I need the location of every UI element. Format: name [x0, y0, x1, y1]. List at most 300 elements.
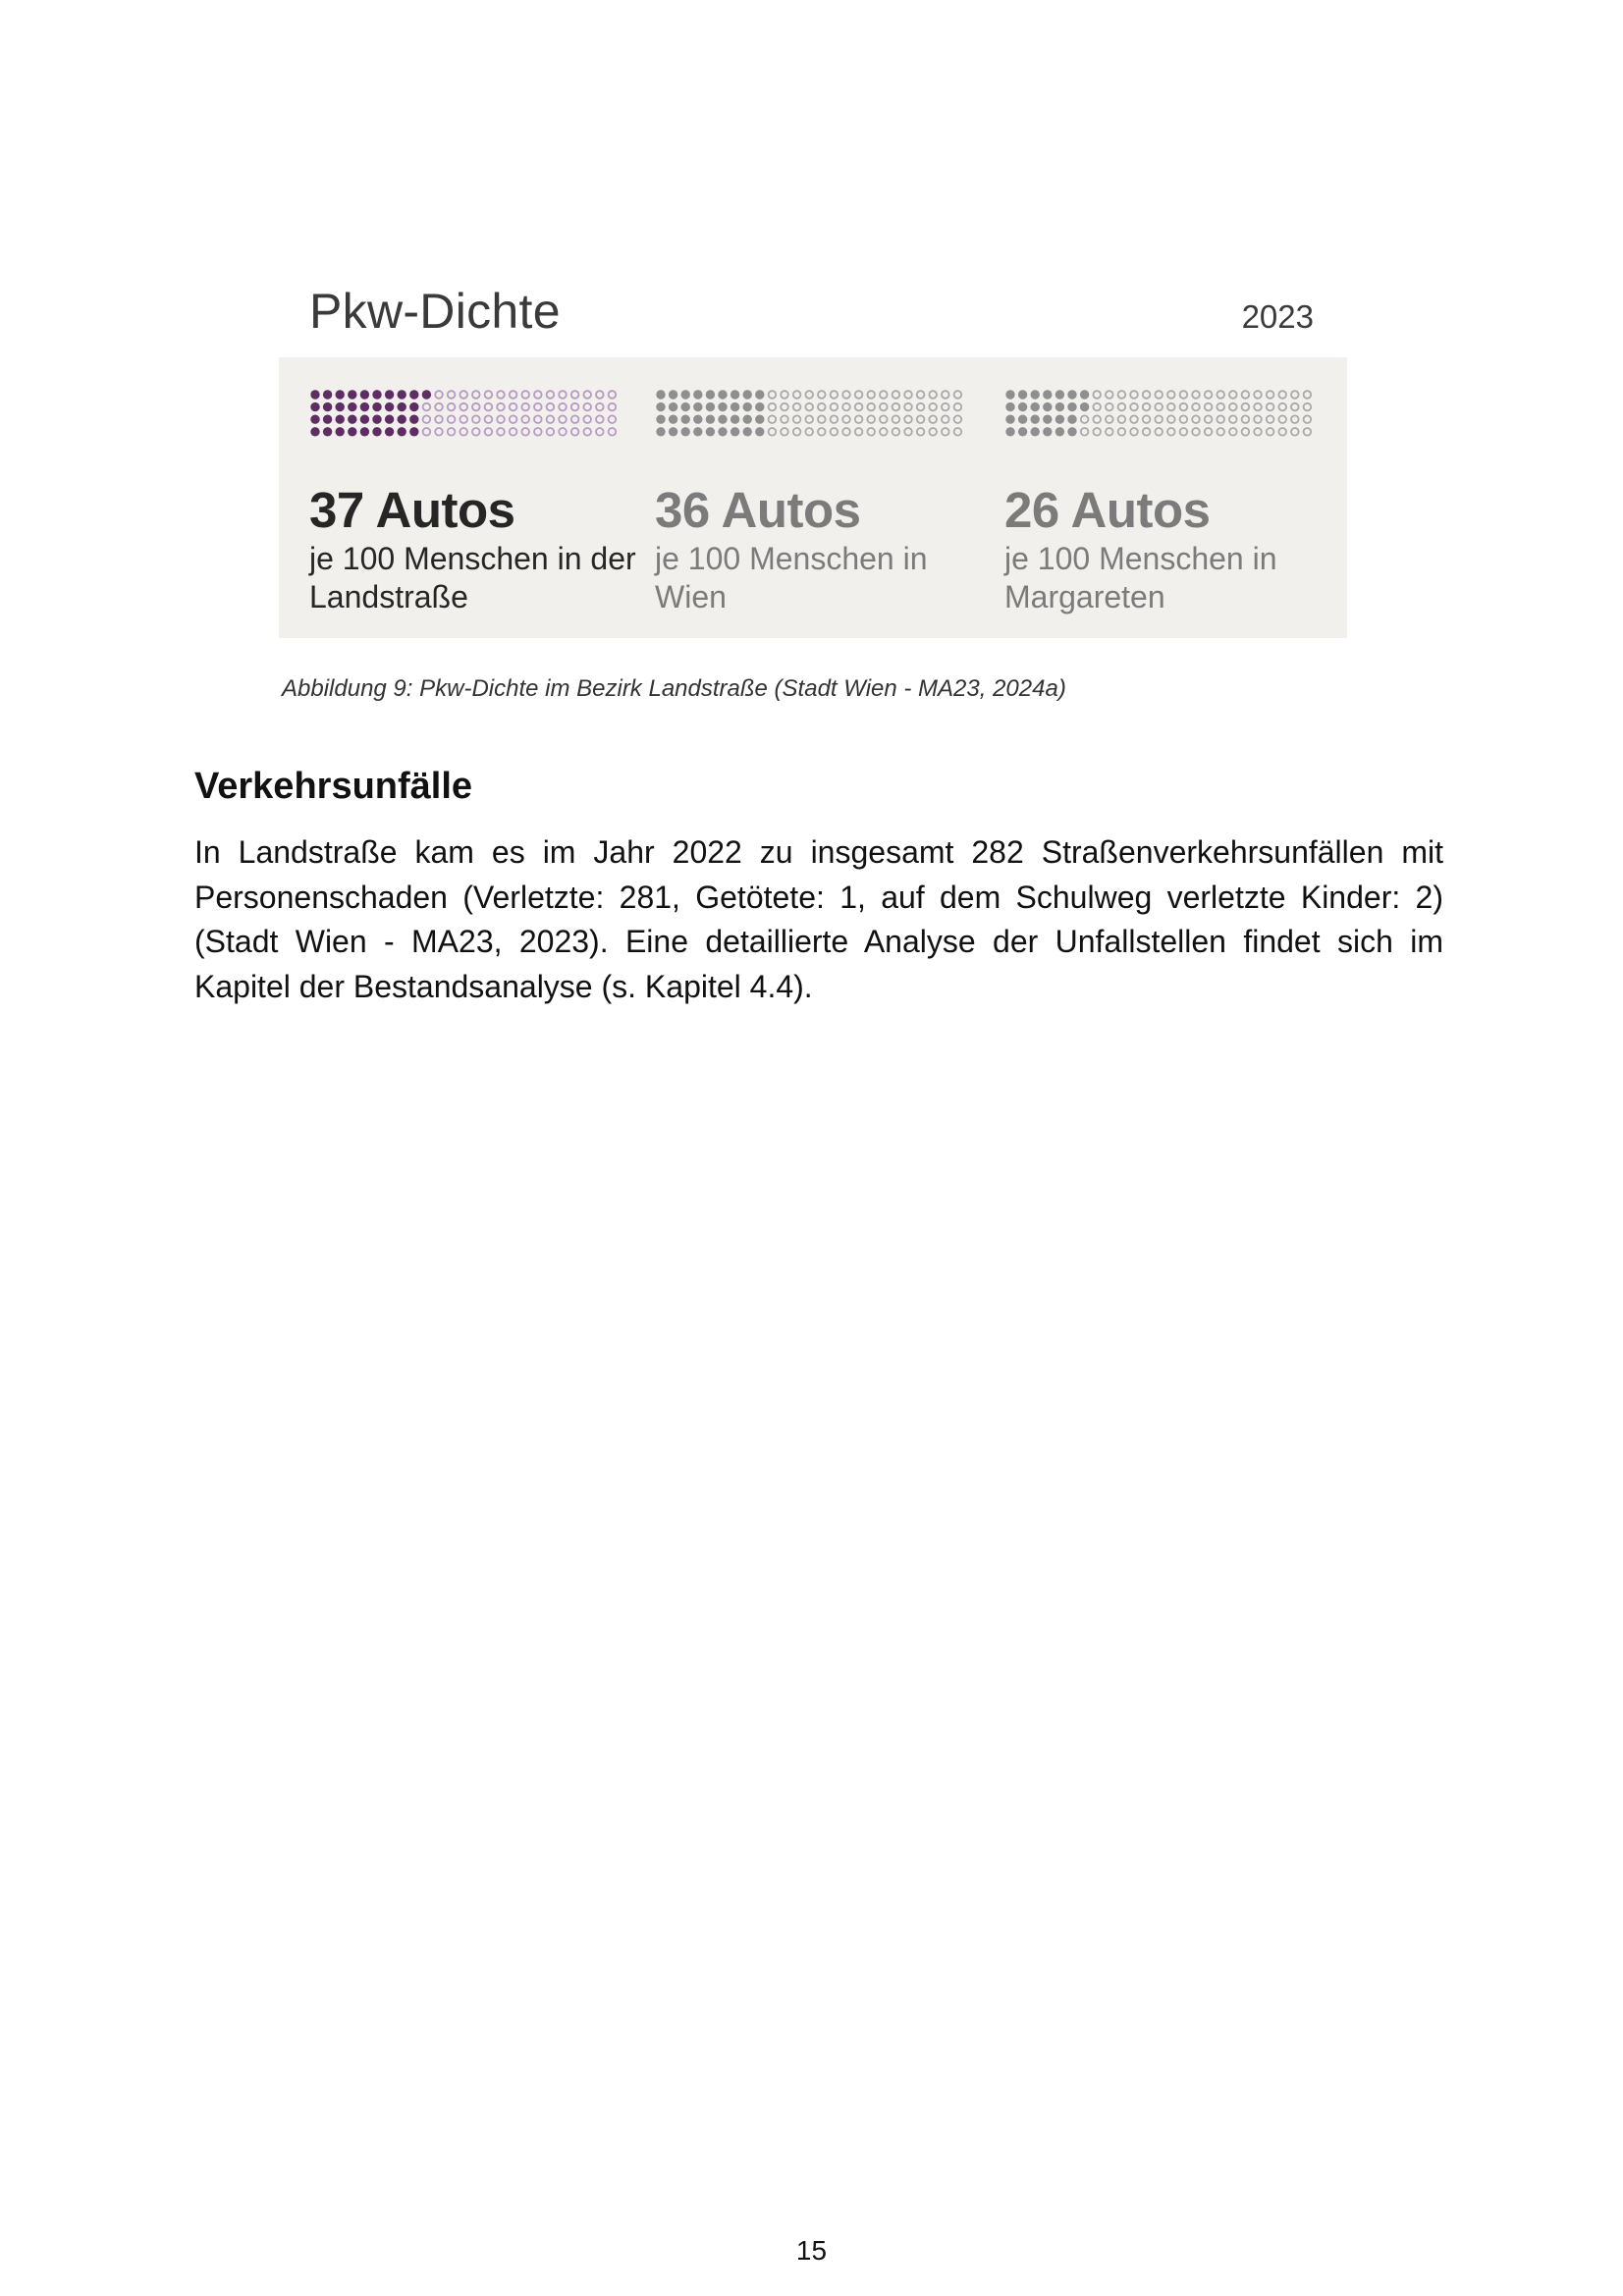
- car-dot-filled: [743, 415, 752, 424]
- car-dot-empty: [1106, 391, 1113, 399]
- car-dot-empty: [485, 391, 493, 399]
- car-dot-empty: [867, 428, 875, 436]
- car-dot-empty: [472, 391, 480, 399]
- car-dot-empty: [929, 391, 937, 399]
- card-wien: [655, 357, 989, 638]
- car-dot-empty: [1229, 391, 1237, 399]
- car-dot-empty: [1267, 415, 1274, 423]
- car-dot-filled: [730, 402, 739, 411]
- car-dot-filled: [743, 402, 752, 411]
- car-dot-empty: [583, 403, 591, 411]
- car-dot-empty: [1304, 391, 1312, 399]
- car-dot-filled: [1055, 415, 1064, 424]
- car-dot-empty: [1217, 428, 1224, 436]
- car-dot-filled: [323, 415, 332, 424]
- car-dot-empty: [571, 391, 579, 399]
- car-dot-empty: [893, 415, 900, 423]
- car-dot-empty: [1291, 403, 1299, 411]
- car-dot-empty: [1093, 428, 1101, 436]
- car-dot-empty: [583, 391, 591, 399]
- car-dot-empty: [534, 391, 542, 399]
- car-dot-empty: [497, 403, 505, 411]
- car-dot-filled: [1067, 427, 1076, 436]
- pkw-dichte-figure: [279, 273, 1347, 614]
- car-dot-filled: [1055, 390, 1064, 399]
- car-dot-empty: [1118, 428, 1126, 436]
- car-dot-empty: [1254, 428, 1262, 436]
- car-dot-filled: [718, 402, 727, 411]
- figure-title: Pkw-Dichte: [309, 284, 561, 339]
- car-dot-empty: [571, 428, 579, 436]
- car-dot-empty: [460, 403, 467, 411]
- car-dot-empty: [1242, 428, 1250, 436]
- car-dot-empty: [609, 403, 617, 411]
- car-dot-empty: [929, 428, 937, 436]
- car-dot-filled: [422, 390, 431, 399]
- car-dot-empty: [485, 403, 493, 411]
- car-dot-empty: [793, 415, 801, 423]
- car-dot-filled: [348, 427, 356, 436]
- car-dot-filled: [706, 402, 715, 411]
- dot-grid-wien: [655, 389, 969, 467]
- dot-grid-landstrasse: [309, 389, 623, 467]
- car-dot-filled: [398, 415, 406, 424]
- car-dot-empty: [1106, 415, 1113, 423]
- car-dot-filled: [681, 427, 690, 436]
- car-dot-empty: [867, 391, 875, 399]
- car-dot-empty: [472, 428, 480, 436]
- car-dot-empty: [559, 391, 567, 399]
- car-dot-filled: [730, 390, 739, 399]
- car-dot-empty: [609, 391, 617, 399]
- car-dot-empty: [793, 391, 801, 399]
- car-dot-empty: [893, 403, 900, 411]
- car-dot-filled: [348, 390, 356, 399]
- car-dot-empty: [1180, 403, 1188, 411]
- car-dot-filled: [385, 427, 394, 436]
- car-dot-empty: [472, 415, 480, 423]
- car-dot-filled: [656, 390, 665, 399]
- car-dot-empty: [1229, 415, 1237, 423]
- car-dot-filled: [1018, 390, 1027, 399]
- car-dot-empty: [818, 428, 826, 436]
- card-margareten: [1004, 357, 1338, 638]
- page-number: 15: [795, 2235, 828, 2266]
- car-dot-empty: [1143, 415, 1151, 423]
- car-dot-empty: [867, 415, 875, 423]
- car-dot-filled: [398, 390, 406, 399]
- car-dot-empty: [1291, 415, 1299, 423]
- car-dot-empty: [460, 428, 467, 436]
- section-heading: Verkehrsunfälle: [194, 766, 473, 807]
- car-dot-empty: [893, 391, 900, 399]
- car-dot-filled: [323, 390, 332, 399]
- card-value-wien: 36 Autos: [655, 482, 861, 538]
- car-dot-filled: [1031, 427, 1040, 436]
- car-dot-empty: [1155, 391, 1163, 399]
- car-dot-empty: [818, 391, 826, 399]
- car-dot-empty: [1130, 403, 1138, 411]
- car-dot-filled: [1043, 427, 1052, 436]
- car-dot-empty: [954, 428, 962, 436]
- car-dot-empty: [583, 428, 591, 436]
- car-dot-empty: [1304, 415, 1312, 423]
- car-dot-empty: [855, 415, 863, 423]
- car-dot-filled: [1080, 390, 1089, 399]
- car-dot-empty: [1242, 391, 1250, 399]
- car-dot-empty: [1254, 403, 1262, 411]
- car-dot-filled: [693, 390, 702, 399]
- figure-year: 2023: [1241, 298, 1314, 335]
- car-dot-empty: [781, 428, 788, 436]
- car-dot-empty: [521, 391, 529, 399]
- car-dot-empty: [1304, 403, 1312, 411]
- car-dot-empty: [904, 415, 912, 423]
- car-dot-filled: [730, 415, 739, 424]
- car-dot-empty: [1180, 428, 1188, 436]
- car-dot-empty: [559, 403, 567, 411]
- figure-panel: [279, 357, 1347, 638]
- car-dot-empty: [583, 415, 591, 423]
- car-dot-empty: [942, 391, 949, 399]
- dot-grid-margareten: [1004, 389, 1319, 467]
- car-dot-empty: [769, 403, 777, 411]
- car-dot-empty: [609, 415, 617, 423]
- car-dot-empty: [1106, 428, 1113, 436]
- car-dot-empty: [596, 391, 604, 399]
- car-dot-empty: [855, 391, 863, 399]
- car-dot-empty: [435, 428, 443, 436]
- car-dot-empty: [1081, 428, 1089, 436]
- car-dot-empty: [1205, 391, 1213, 399]
- card-desc-margareten: je 100 Menschen in Margareten: [1004, 541, 1277, 614]
- car-dot-filled: [693, 415, 702, 424]
- car-dot-empty: [547, 415, 555, 423]
- car-dot-empty: [1143, 403, 1151, 411]
- car-dot-filled: [706, 390, 715, 399]
- car-dot-filled: [1005, 390, 1014, 399]
- car-dot-filled: [681, 415, 690, 424]
- car-dot-filled: [336, 415, 345, 424]
- car-dot-filled: [1018, 415, 1027, 424]
- car-dot-empty: [904, 403, 912, 411]
- car-dot-filled: [360, 427, 369, 436]
- car-dot-empty: [917, 415, 925, 423]
- car-dot-empty: [1205, 428, 1213, 436]
- car-dot-empty: [460, 415, 467, 423]
- car-dot-empty: [842, 428, 850, 436]
- car-dot-empty: [497, 428, 505, 436]
- car-dot-empty: [1254, 391, 1262, 399]
- car-dot-empty: [609, 428, 617, 436]
- car-dot-empty: [818, 403, 826, 411]
- car-dot-empty: [448, 403, 456, 411]
- car-dot-filled: [1043, 402, 1052, 411]
- car-dot-filled: [1043, 415, 1052, 424]
- car-dot-empty: [547, 403, 555, 411]
- card-value-landstrasse: 37 Autos: [309, 482, 515, 538]
- car-dot-filled: [669, 415, 677, 424]
- car-dot-empty: [855, 403, 863, 411]
- car-dot-empty: [1254, 415, 1262, 423]
- car-dot-empty: [1118, 391, 1126, 399]
- car-dot-empty: [917, 391, 925, 399]
- car-dot-filled: [755, 402, 764, 411]
- car-dot-empty: [831, 391, 839, 399]
- car-dot-filled: [681, 402, 690, 411]
- car-dot-filled: [718, 390, 727, 399]
- car-dot-empty: [805, 403, 813, 411]
- card-value-margareten: 26 Autos: [1004, 482, 1211, 538]
- car-dot-filled: [681, 390, 690, 399]
- car-dot-empty: [510, 428, 517, 436]
- car-dot-filled: [669, 402, 677, 411]
- car-dot-empty: [904, 391, 912, 399]
- car-dot-filled: [743, 427, 752, 436]
- car-dot-empty: [435, 403, 443, 411]
- car-dot-empty: [1304, 428, 1312, 436]
- car-dot-empty: [917, 403, 925, 411]
- car-dot-filled: [385, 390, 394, 399]
- car-dot-filled: [1031, 402, 1040, 411]
- car-dot-empty: [1093, 403, 1101, 411]
- car-dot-empty: [596, 428, 604, 436]
- car-dot-filled: [385, 402, 394, 411]
- car-dot-empty: [942, 428, 949, 436]
- car-dot-filled: [360, 402, 369, 411]
- car-dot-empty: [1130, 391, 1138, 399]
- car-dot-filled: [656, 427, 665, 436]
- car-dot-filled: [336, 427, 345, 436]
- car-dot-empty: [1093, 391, 1101, 399]
- car-dot-filled: [323, 402, 332, 411]
- car-dot-empty: [880, 391, 888, 399]
- car-dot-filled: [372, 427, 381, 436]
- car-dot-empty: [781, 415, 788, 423]
- car-dot-filled: [372, 390, 381, 399]
- car-dot-empty: [1167, 403, 1175, 411]
- card-desc-landstrasse: je 100 Menschen in der Landstraße: [309, 541, 636, 614]
- car-dot-empty: [1278, 415, 1286, 423]
- car-dot-empty: [818, 415, 826, 423]
- car-dot-filled: [348, 402, 356, 411]
- car-dot-empty: [954, 403, 962, 411]
- car-dot-empty: [423, 415, 431, 423]
- car-dot-empty: [1118, 403, 1126, 411]
- car-dot-filled: [1018, 402, 1027, 411]
- car-dot-empty: [521, 428, 529, 436]
- car-dot-empty: [435, 391, 443, 399]
- car-dot-empty: [1081, 415, 1089, 423]
- car-dot-empty: [1242, 415, 1250, 423]
- car-dot-empty: [1278, 391, 1286, 399]
- car-dot-empty: [880, 415, 888, 423]
- car-dot-filled: [409, 402, 418, 411]
- car-dot-empty: [1267, 391, 1274, 399]
- car-dot-empty: [485, 428, 493, 436]
- figure-caption: Abbildung 9: Pkw-Dichte im Bezirk Landstraße (Stadt Wien - MA23, 2024a): [282, 675, 1066, 702]
- car-dot-empty: [571, 403, 579, 411]
- car-dot-empty: [929, 403, 937, 411]
- car-dot-empty: [1192, 415, 1200, 423]
- car-dot-filled: [1005, 427, 1014, 436]
- car-dot-empty: [1143, 391, 1151, 399]
- car-dot-empty: [904, 428, 912, 436]
- car-dot-empty: [534, 403, 542, 411]
- car-dot-empty: [1229, 428, 1237, 436]
- car-dot-empty: [1093, 415, 1101, 423]
- car-dot-empty: [510, 391, 517, 399]
- car-dot-filled: [385, 415, 394, 424]
- car-dot-filled: [409, 390, 418, 399]
- car-dot-empty: [769, 428, 777, 436]
- car-dot-empty: [1155, 415, 1163, 423]
- car-dot-empty: [1180, 391, 1188, 399]
- car-dot-empty: [448, 415, 456, 423]
- car-dot-filled: [360, 415, 369, 424]
- car-dot-filled: [1067, 415, 1076, 424]
- car-dot-empty: [485, 415, 493, 423]
- car-dot-empty: [1130, 415, 1138, 423]
- car-dot-filled: [1031, 415, 1040, 424]
- car-dot-filled: [1043, 390, 1052, 399]
- car-dot-empty: [1267, 403, 1274, 411]
- car-dot-empty: [1167, 428, 1175, 436]
- car-dot-empty: [497, 415, 505, 423]
- car-dot-empty: [942, 403, 949, 411]
- car-dot-filled: [730, 427, 739, 436]
- car-dot-filled: [755, 390, 764, 399]
- car-dot-empty: [1155, 403, 1163, 411]
- car-dot-empty: [929, 415, 937, 423]
- car-dot-empty: [769, 415, 777, 423]
- car-dot-empty: [805, 415, 813, 423]
- car-dot-filled: [1080, 402, 1089, 411]
- car-dot-empty: [805, 391, 813, 399]
- car-dot-filled: [310, 427, 319, 436]
- car-dot-empty: [793, 428, 801, 436]
- car-dot-filled: [1055, 402, 1064, 411]
- car-dot-filled: [669, 390, 677, 399]
- car-dot-filled: [348, 415, 356, 424]
- car-dot-filled: [718, 427, 727, 436]
- car-dot-empty: [793, 403, 801, 411]
- car-dot-empty: [596, 403, 604, 411]
- car-dot-empty: [423, 403, 431, 411]
- car-dot-filled: [360, 390, 369, 399]
- car-dot-empty: [1229, 403, 1237, 411]
- card-landstrasse: [309, 357, 643, 638]
- car-dot-empty: [448, 428, 456, 436]
- car-dot-empty: [880, 428, 888, 436]
- car-dot-empty: [521, 403, 529, 411]
- car-dot-empty: [1106, 403, 1113, 411]
- car-dot-empty: [805, 428, 813, 436]
- car-dot-empty: [1192, 391, 1200, 399]
- car-dot-filled: [1067, 402, 1076, 411]
- car-dot-empty: [842, 391, 850, 399]
- car-dot-filled: [372, 415, 381, 424]
- car-dot-empty: [831, 403, 839, 411]
- car-dot-empty: [831, 428, 839, 436]
- car-dot-empty: [510, 403, 517, 411]
- car-dot-empty: [1167, 391, 1175, 399]
- car-dot-filled: [310, 390, 319, 399]
- car-dot-empty: [781, 391, 788, 399]
- car-dot-empty: [1143, 428, 1151, 436]
- car-dot-empty: [1192, 403, 1200, 411]
- car-dot-empty: [559, 428, 567, 436]
- car-dot-empty: [1278, 403, 1286, 411]
- car-dot-empty: [867, 403, 875, 411]
- car-dot-empty: [842, 415, 850, 423]
- car-dot-empty: [559, 415, 567, 423]
- car-dot-filled: [398, 427, 406, 436]
- car-dot-empty: [781, 403, 788, 411]
- car-dot-empty: [769, 391, 777, 399]
- car-dot-filled: [669, 427, 677, 436]
- car-dot-empty: [596, 415, 604, 423]
- car-dot-filled: [706, 415, 715, 424]
- car-dot-empty: [831, 415, 839, 423]
- car-dot-empty: [917, 428, 925, 436]
- car-dot-empty: [954, 391, 962, 399]
- car-dot-empty: [1167, 415, 1175, 423]
- car-dot-empty: [1242, 403, 1250, 411]
- car-dot-filled: [1018, 427, 1027, 436]
- car-dot-filled: [372, 402, 381, 411]
- car-dot-empty: [460, 391, 467, 399]
- car-dot-empty: [497, 391, 505, 399]
- car-dot-empty: [472, 403, 480, 411]
- car-dot-filled: [656, 415, 665, 424]
- car-dot-filled: [693, 402, 702, 411]
- section-paragraph: In Landstraße kam es im Jahr 2022 zu insgesamt 282 Straßenverkehrsunfällen mit Personenschaden (Verletzte: 281, Getötete: 1, auf dem Schulweg verletzte Kinder: 2) (Stadt Wien - MA23, 2023). Eine detaillierte Analyse der Unfallstellen findet sich im Kapitel der Bestandsanalyse (s. Kapitel 4.4).: [194, 834, 1443, 1004]
- car-dot-empty: [880, 403, 888, 411]
- car-dot-filled: [310, 402, 319, 411]
- car-dot-filled: [1055, 427, 1064, 436]
- car-dot-filled: [693, 427, 702, 436]
- car-dot-empty: [1205, 403, 1213, 411]
- car-dot-empty: [1291, 428, 1299, 436]
- card-desc-wien: je 100 Menschen in Wien: [655, 541, 928, 614]
- car-dot-empty: [1217, 403, 1224, 411]
- car-dot-filled: [755, 415, 764, 424]
- car-dot-empty: [521, 415, 529, 423]
- car-dot-empty: [1180, 415, 1188, 423]
- car-dot-filled: [409, 427, 418, 436]
- car-dot-empty: [534, 428, 542, 436]
- car-dot-empty: [1278, 428, 1286, 436]
- car-dot-filled: [743, 390, 752, 399]
- car-dot-filled: [398, 402, 406, 411]
- car-dot-empty: [448, 391, 456, 399]
- car-dot-empty: [942, 415, 949, 423]
- car-dot-filled: [706, 427, 715, 436]
- car-dot-empty: [534, 415, 542, 423]
- car-dot-filled: [323, 427, 332, 436]
- car-dot-filled: [1067, 390, 1076, 399]
- car-dot-empty: [954, 415, 962, 423]
- car-dot-empty: [571, 415, 579, 423]
- car-dot-empty: [893, 428, 900, 436]
- car-dot-empty: [1267, 428, 1274, 436]
- car-dot-filled: [755, 427, 764, 436]
- car-dot-empty: [1118, 415, 1126, 423]
- car-dot-empty: [1217, 415, 1224, 423]
- car-dot-filled: [656, 402, 665, 411]
- car-dot-empty: [547, 391, 555, 399]
